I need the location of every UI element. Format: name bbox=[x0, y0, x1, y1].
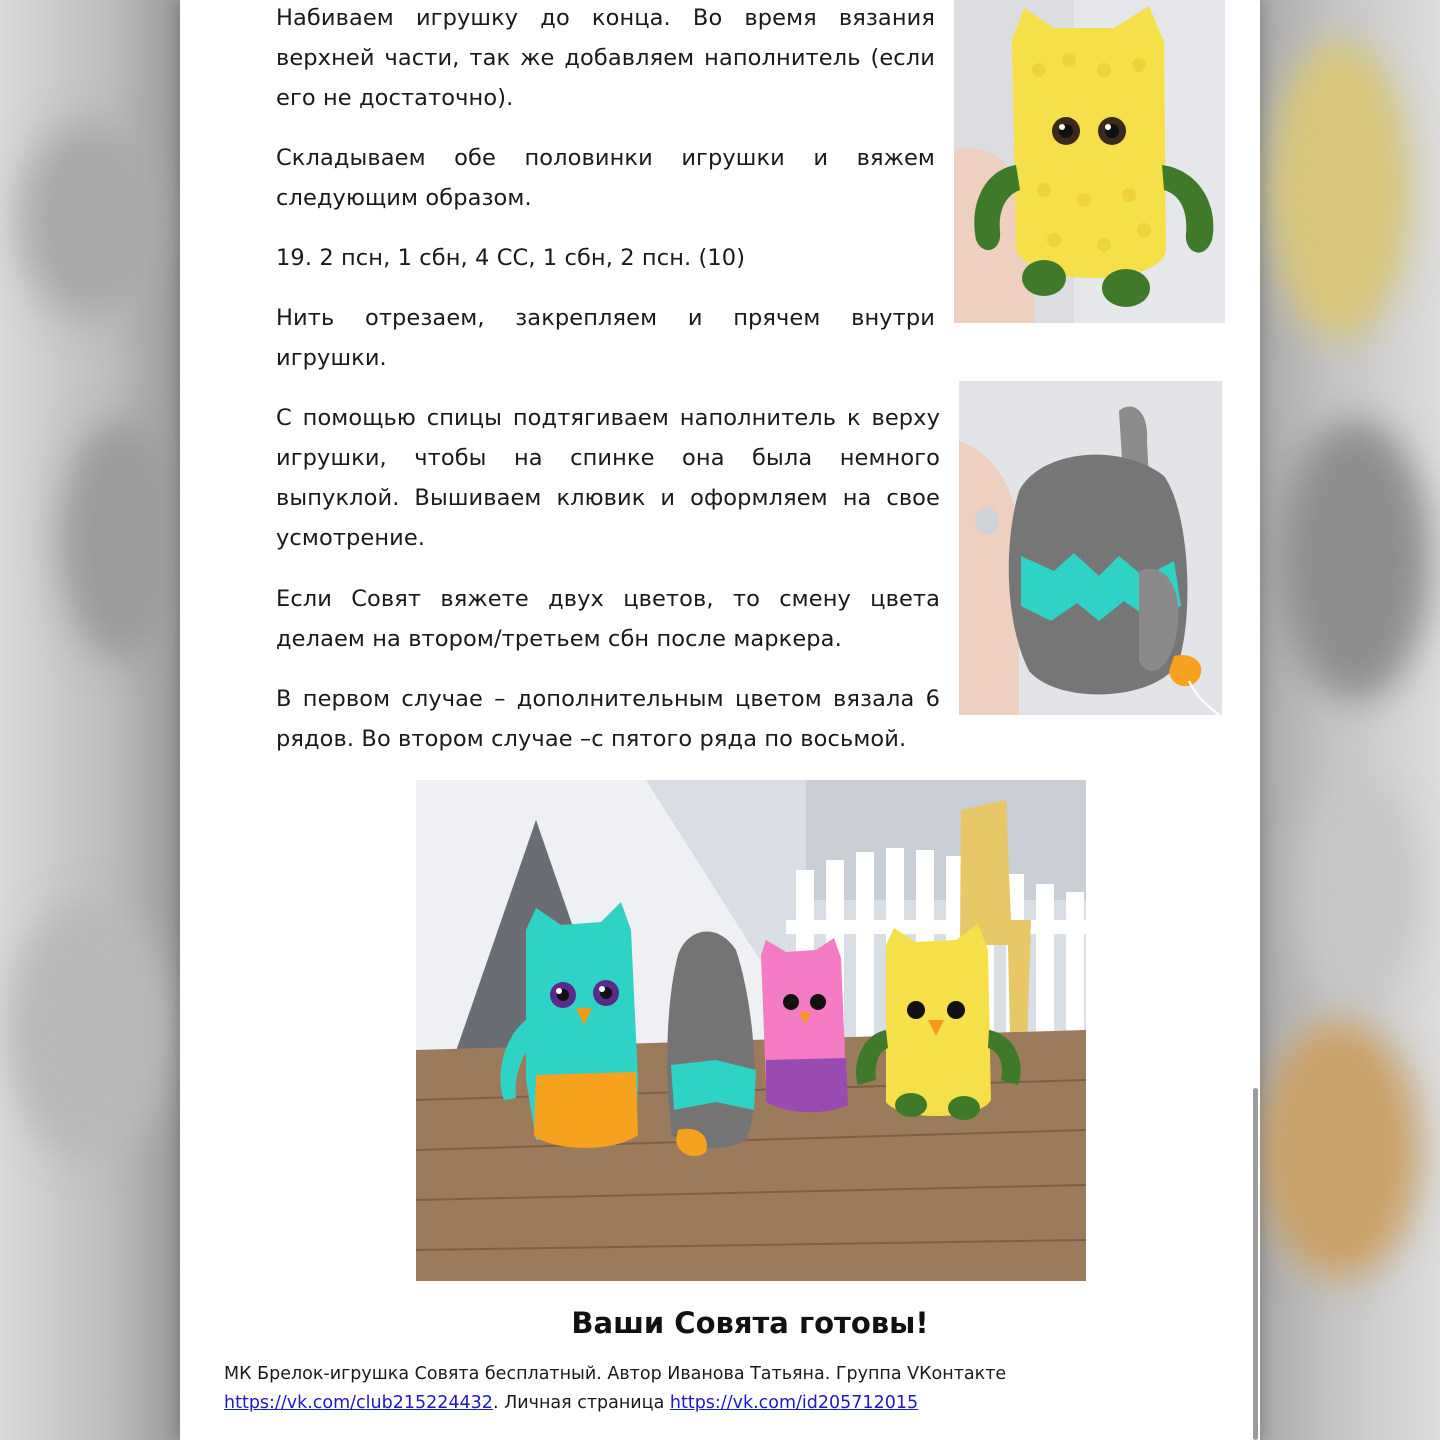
paragraph-cut-thread: Нить отрезаем, закрепляем и прячем внутри игрушки. bbox=[276, 305, 935, 371]
paragraph-two-colors: Если Совят вяжете двух цветов, то смену цвета делаем на втором/третьем сбн после маркера. bbox=[276, 586, 940, 652]
blurred-backdrop-right bbox=[1260, 0, 1440, 1440]
photo-grey-owl-back bbox=[959, 381, 1222, 715]
vk-group-link[interactable]: https://vk.com/club215224432 bbox=[224, 1393, 493, 1413]
vertical-scrollbar[interactable] bbox=[1253, 1088, 1258, 1440]
footer-personal-page-label: . Личная страница bbox=[492, 1393, 670, 1413]
paragraph-stuffing: Набиваем игрушку до конца. Во время вязания верхней части, так же добавляем наполнитель (если его не достаточно). bbox=[276, 5, 935, 111]
paragraph-needle-stuffing: С помощью спицы подтягиваем наполнитель к верху игрушки, чтобы на спинке она была немного выпуклой. Вышиваем клювик и оформляем на свое усмотрение. bbox=[276, 405, 940, 551]
vk-personal-page-link[interactable]: https://vk.com/id205712015 bbox=[669, 1393, 919, 1413]
paragraph-fold-halves: Складываем обе половинки игрушки и вяжем следующим образом. bbox=[276, 145, 935, 211]
paragraph-first-case: В первом случае – дополнительным цветом вязала 6 рядов. Во втором случае –с пятого ряда по восьмой. bbox=[276, 686, 940, 752]
closing-title: Ваши Совята готовы! bbox=[571, 1306, 929, 1340]
photo-yellow-owl bbox=[954, 0, 1225, 323]
footer-credit-text: МК Брелок-игрушка Совята бесплатный. Автор Иванова Татьяна. Группа VКонтакте bbox=[224, 1364, 1007, 1384]
blurred-backdrop-left bbox=[0, 0, 180, 1440]
footer-credits bbox=[224, 1360, 1224, 1418]
document-page bbox=[180, 0, 1260, 1440]
paragraph-row-19: 19. 2 псн, 1 сбн, 4 СС, 1 сбн, 2 псн. (10) bbox=[276, 245, 746, 271]
photo-owls-group bbox=[416, 780, 1086, 1281]
